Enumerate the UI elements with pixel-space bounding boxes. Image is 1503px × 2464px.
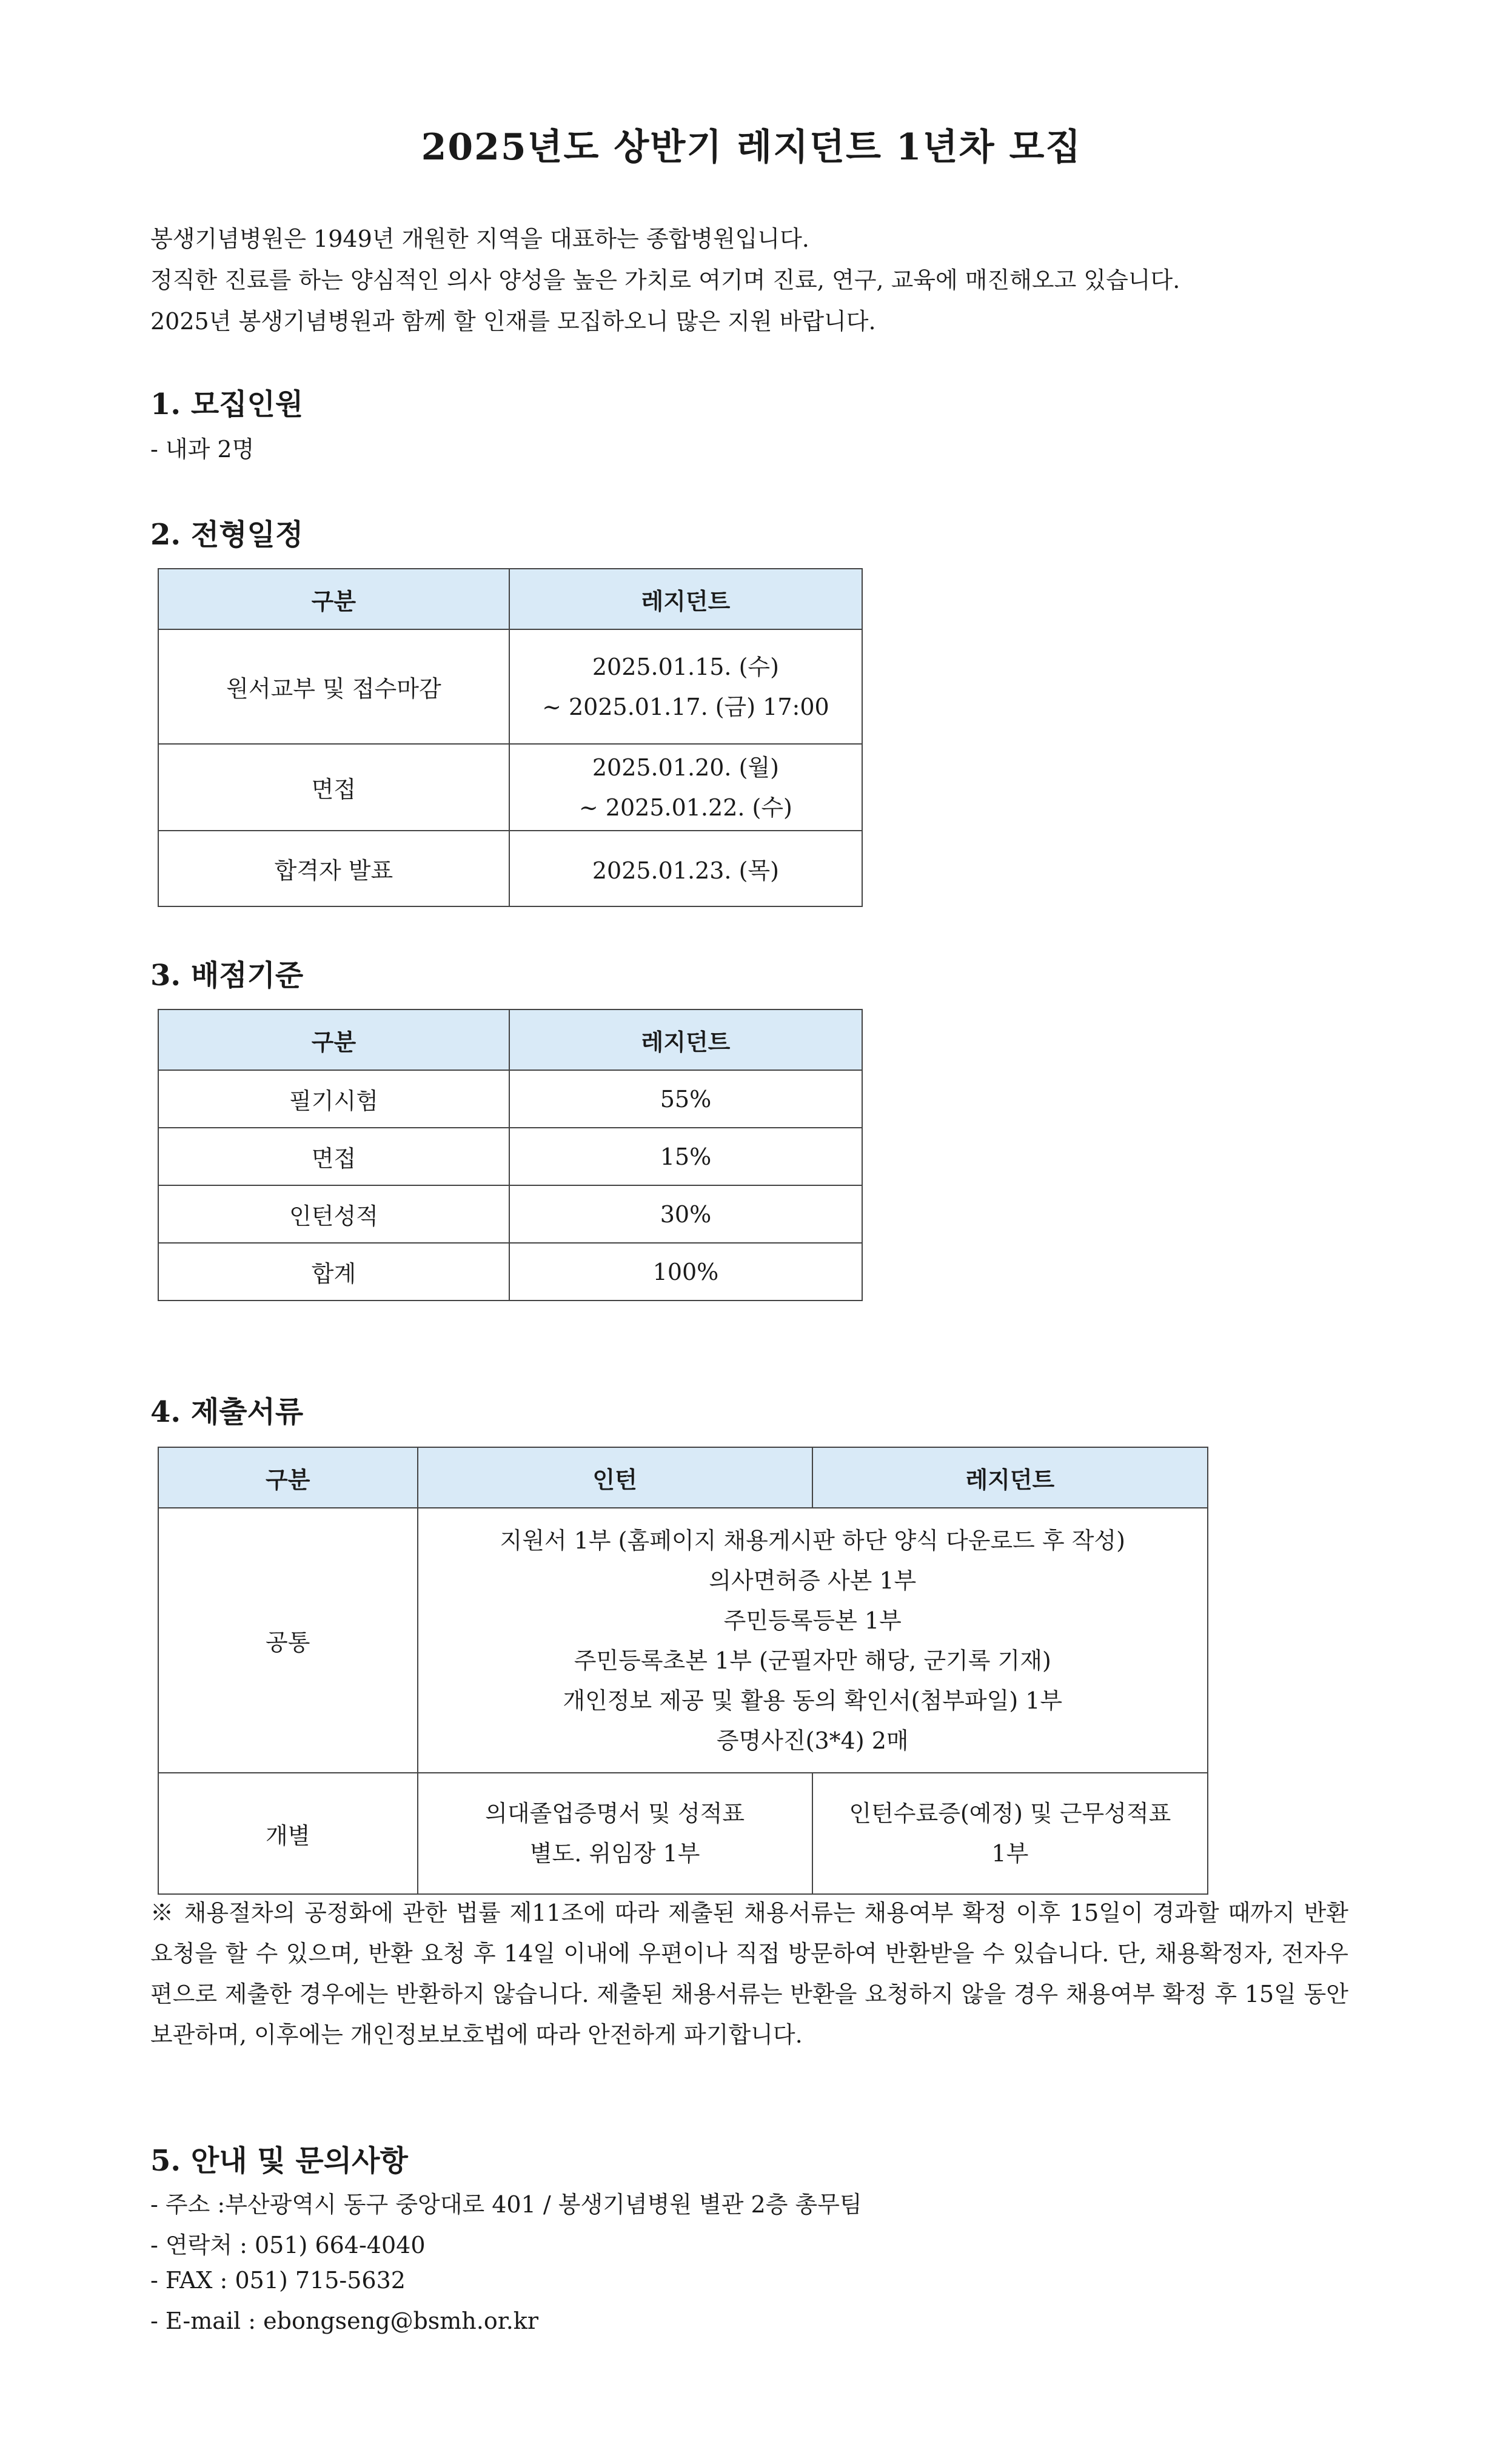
scoring-table — [158, 1009, 863, 1301]
schedule-date: 2025.01.23. (목) — [509, 831, 862, 906]
scoring-value: 30% — [509, 1185, 862, 1243]
table-row — [158, 744, 862, 831]
table-row — [158, 1070, 862, 1128]
contact-email: - E-mail : ebongseng@bsmh.or.kr — [150, 2308, 538, 2334]
documents-note: ※ 채용절차의 공정화에 관한 법률 제11조에 따라 제출된 채용서류는 채용여부 확정 이후 15일이 경과할 때까지 반환 요청을 할 수 있으며, 반환 요청 후 14일 이내에 우편이나 직접 방문하여 반환받을 수 있습니다. 단, 채용확정자, 전자우편으로 제출한 경우에는 반환하지 않습니다. 제출된 채용서류는 반환을 요청하지 않을 경우 채용여부 확정 후 15일 동안 보관하며, 이후에는 개인정보보호법에 따라 안전하게 파기합니다. — [150, 1900, 1348, 2048]
section-heading-documents: 4. 제출서류 — [150, 1395, 304, 1429]
resident-documents: 인턴수료증(예정) 및 근무성적표 1부 — [812, 1773, 1208, 1894]
scoring-label: 인턴성적 — [158, 1185, 509, 1243]
section-heading-schedule: 2. 전형일정 — [150, 518, 304, 552]
intern-documents: 의대졸업증명서 및 성적표 별도. 위임장 1부 — [418, 1773, 812, 1894]
scoring-label: 합계 — [158, 1243, 509, 1301]
intro-line: 정직한 진료를 하는 양심적인 의사 양성을 높은 가치로 여기며 진료, 연구, 교육에 매진해오고 있습니다. — [150, 267, 1180, 293]
table-row — [158, 1508, 1208, 1773]
scoring-label: 면접 — [158, 1128, 509, 1185]
table-header: 레지던트 — [812, 1447, 1208, 1508]
scoring-value: 55% — [509, 1070, 862, 1128]
documents-table — [158, 1447, 1208, 1895]
intro-line: 봉생기념병원은 1949년 개원한 지역을 대표하는 종합병원입니다. — [150, 226, 809, 252]
table-header: 레지던트 — [509, 569, 862, 629]
table-row — [158, 1243, 862, 1301]
table-row — [158, 1185, 862, 1243]
contact-phone: - 연락처 : 051) 664-4040 — [150, 2232, 426, 2258]
table-row — [158, 629, 862, 744]
table-header: 인턴 — [418, 1447, 812, 1508]
table-row — [158, 831, 862, 906]
schedule-table — [158, 568, 863, 907]
schedule-label: 원서교부 및 접수마감 — [158, 629, 509, 744]
documents-label: 공통 — [158, 1508, 418, 1773]
table-row — [158, 1128, 862, 1185]
scoring-label: 필기시험 — [158, 1070, 509, 1128]
table-header: 구분 — [158, 569, 509, 629]
recruitment-item: - 내과 2명 — [150, 436, 255, 463]
table-header: 구분 — [158, 1447, 418, 1508]
intro-line: 2025년 봉생기념병원과 함께 할 인재를 모집하오니 많은 지원 바랍니다. — [150, 308, 876, 335]
scoring-value: 15% — [509, 1128, 862, 1185]
section-heading-contact: 5. 안내 및 문의사항 — [150, 2144, 408, 2178]
common-documents: 지원서 1부 (홈페이지 채용게시판 하단 양식 다운로드 후 작성) 의사면허증 사본 1부 주민등록등본 1부 주민등록초본 1부 (군필자만 해당, 군기록 기재) 개인정보 제공 및 활용 동의 확인서(첨부파일) 1부 증명사진(3*4) 2매 — [418, 1508, 1208, 1773]
intro-paragraph — [150, 218, 1357, 342]
page-title: 2025년도 상반기 레지던트 1년차 모집 — [421, 126, 1082, 169]
section-heading-recruitment: 1. 모집인원 — [150, 387, 304, 421]
table-row — [158, 1773, 1208, 1894]
contact-fax: - FAX : 051) 715-5632 — [150, 2267, 406, 2294]
schedule-label: 면접 — [158, 744, 509, 831]
schedule-label: 합격자 발표 — [158, 831, 509, 906]
table-header: 레지던트 — [509, 1009, 862, 1070]
scoring-value: 100% — [509, 1243, 862, 1301]
section-heading-scoring: 3. 배점기준 — [150, 959, 304, 993]
documents-label: 개별 — [158, 1773, 418, 1894]
schedule-date: 2025.01.15. (수) ~ 2025.01.17. (금) 17:00 — [509, 629, 862, 744]
contact-address: - 주소 :부산광역시 동구 중앙대로 401 / 봉생기념병원 별관 2층 총무팀 — [150, 2191, 862, 2218]
schedule-date: 2025.01.20. (월) ~ 2025.01.22. (수) — [509, 744, 862, 831]
table-header: 구분 — [158, 1009, 509, 1070]
